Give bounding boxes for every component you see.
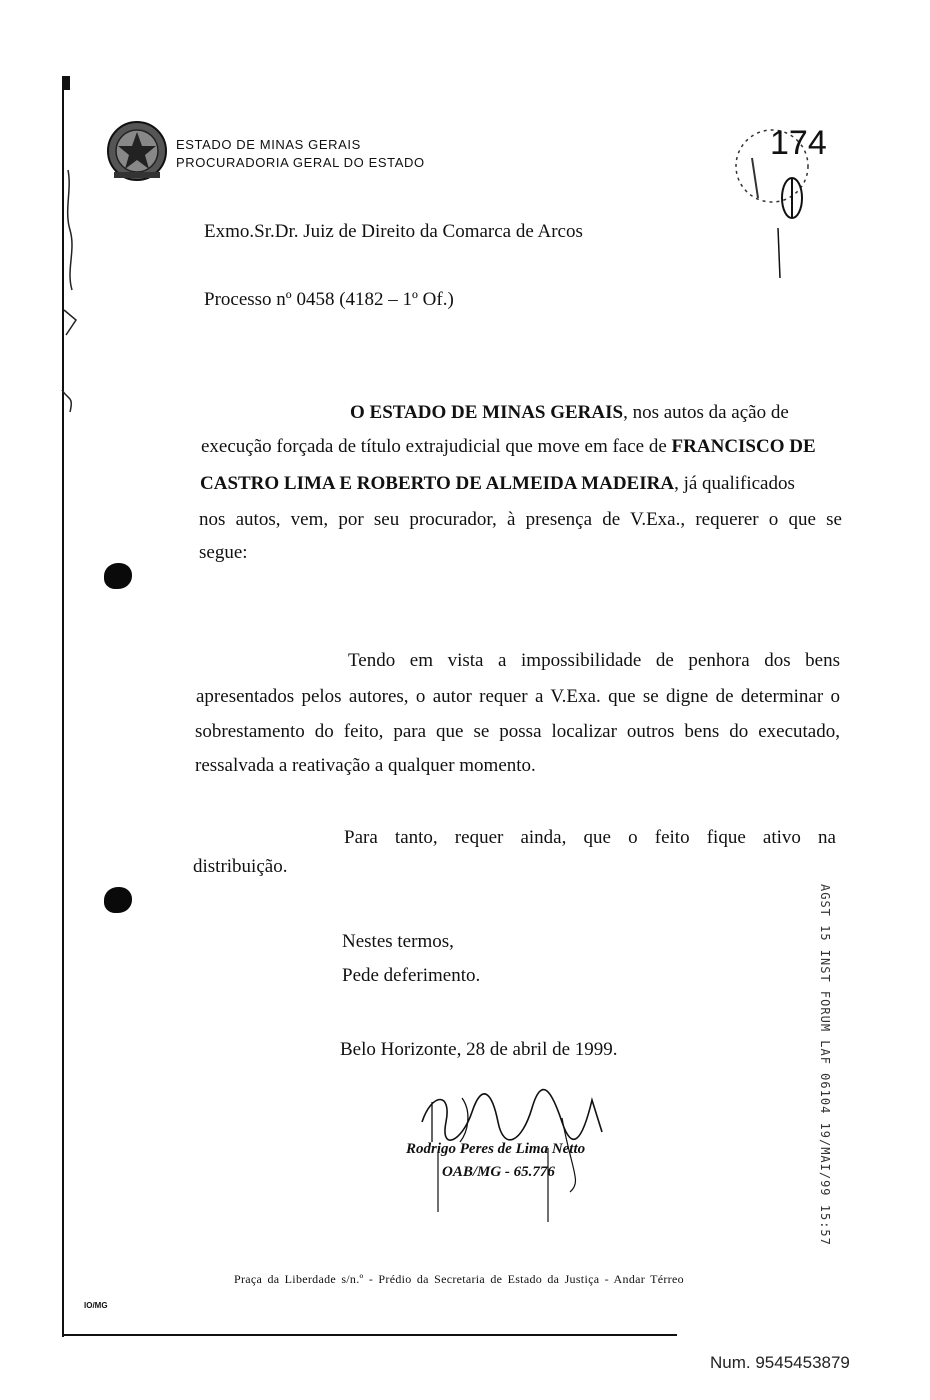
party-state: O ESTADO DE MINAS GERAIS	[350, 402, 624, 423]
p2-line-1: Tendo em vista a impossibilidade de penhora dos bens	[348, 650, 840, 671]
signatory-oab: OAB/MG - 65.776	[442, 1164, 555, 1180]
p2-line-2: apresentados pelos autores, o autor requer a V.Exa. que se digne de determinar o	[196, 686, 840, 707]
footer-address: Praça da Liberdade s/n.º - Prédio da Secretaria de Estado da Justiça - Andar Térreo	[234, 1272, 684, 1286]
process-number: Processo nº 0458 (4182 – 1º Of.)	[204, 289, 454, 310]
p1-line-2-text: execução forçada de título extrajudicial que move em face de	[201, 436, 672, 457]
defendant-name-part1: FRANCISCO DE	[671, 436, 816, 457]
p1-line-3	[200, 473, 795, 495]
folio-stamp	[722, 118, 832, 278]
addressee-line: Exmo.Sr.Dr. Juiz de Direito da Comarca de Arcos	[204, 221, 583, 242]
place-and-date: Belo Horizonte, 28 de abril de 1999.	[340, 1039, 618, 1060]
protocol-stamp: AGST 15 INST FORUM LAF 06104 19/MAI/99 15:57	[818, 884, 832, 1246]
p1-line-5: segue:	[199, 542, 248, 563]
p2-line-4: ressalvada a reativação a qualquer momento.	[195, 755, 536, 776]
punch-hole-mark	[104, 887, 132, 913]
p1-line-2	[201, 436, 816, 458]
p1-line-4: nos autos, vem, por seu procurador, à presença de V.Exa., requerer o que se	[199, 509, 842, 530]
header-state-name: ESTADO DE MINAS GERAIS	[176, 137, 361, 152]
p1-line-3-rest: , já qualificados	[674, 473, 795, 494]
closing-line-1: Nestes termos,	[342, 931, 454, 952]
closing-line-2: Pede deferimento.	[342, 965, 481, 986]
signatory-name: Rodrigo Peres de Lima Netto	[406, 1141, 586, 1157]
folio-number: 174	[770, 124, 827, 162]
handwritten-margin-note	[54, 160, 94, 420]
p1-line-1	[350, 402, 789, 424]
press-mark: IO/MG	[84, 1301, 108, 1310]
p3-line-2: distribuição.	[193, 856, 288, 877]
header-agency-name: PROCURADORIA GERAL DO ESTADO	[176, 155, 425, 170]
p1-line-1-rest: , nos autos da ação de	[623, 402, 789, 423]
document-number: Num. 9545453879	[710, 1353, 850, 1372]
page-bottom-border	[62, 1334, 677, 1336]
coat-of-arms-icon	[104, 118, 170, 184]
p2-line-3: sobrestamento do feito, para que se possa localizar outros bens do executado,	[195, 721, 840, 742]
punch-hole-mark	[104, 563, 132, 589]
p3-line-1: Para tanto, requer ainda, que o feito fique ativo na	[344, 827, 836, 848]
defendant-name-part2: CASTRO LIMA E ROBERTO DE ALMEIDA MADEIRA	[200, 473, 675, 494]
